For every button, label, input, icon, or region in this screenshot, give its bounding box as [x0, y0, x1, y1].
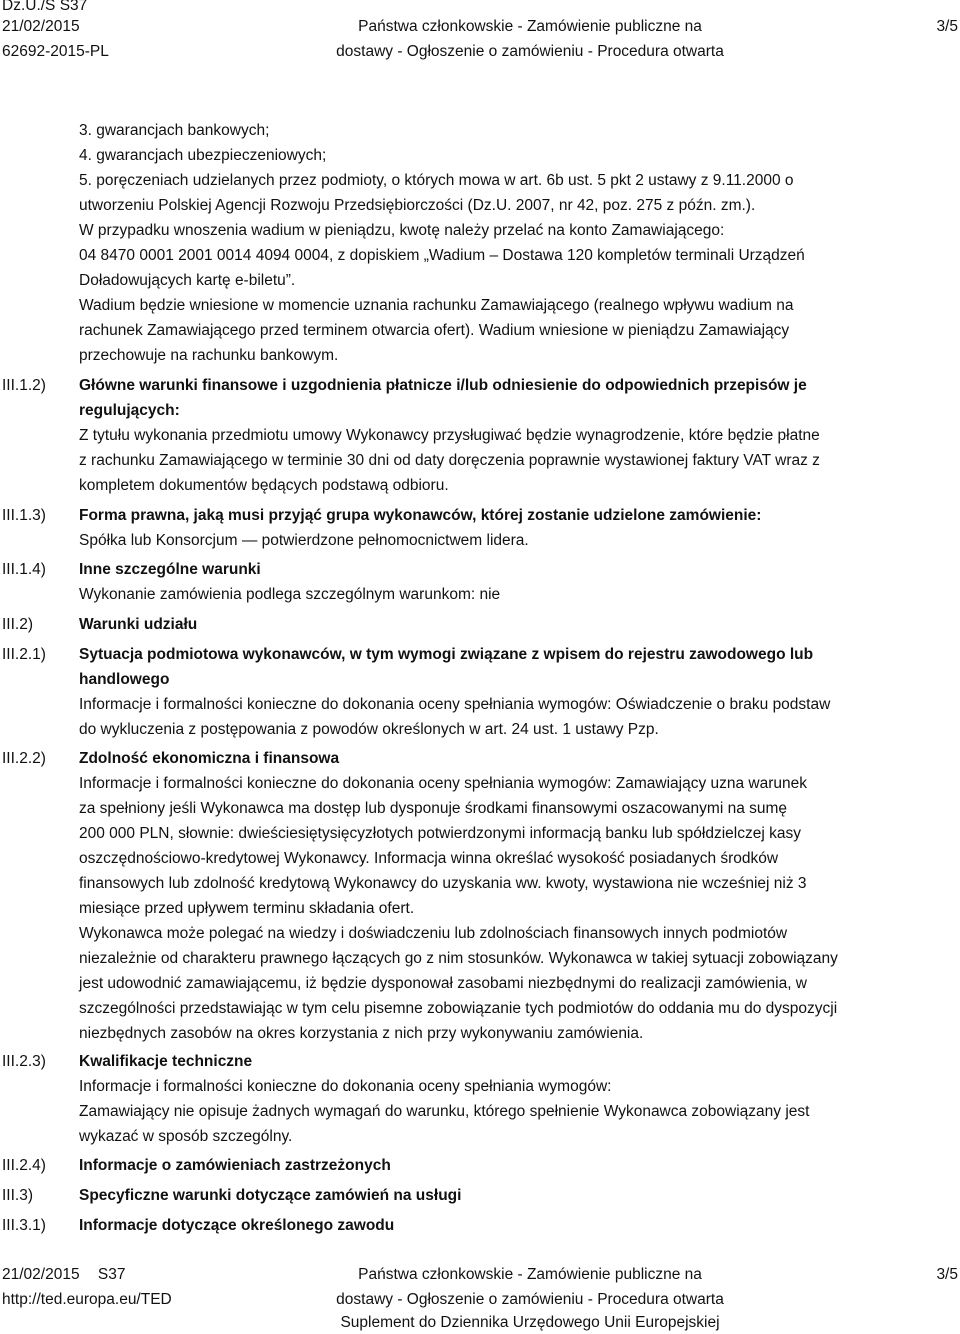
text-line: Informacje i formalności konieczne do dokonania oceny spełniania wymogów: Zamawiający uzna warunek [79, 775, 808, 792]
text-line: 04 8470 0001 2001 0014 4094 0004, z dopiskiem „Wadium – Dostawa 120 kompletów terminali Urządzeń [79, 247, 805, 264]
section-label: III.2.4) [2, 1157, 46, 1174]
header-page-number: 3/5 [936, 18, 958, 35]
text-line: finansowych lub zdolność kredytową Wykonawcy do uzyskania ww. kwoty, wystawiona nie wcześniej niż 3 [79, 875, 807, 892]
text-line: wykazać w sposób szczególny. [79, 1128, 293, 1145]
text-line: W przypadku wnoszenia wadium w pieniądzu, kwotę należy przelać na konto Zamawiającego: [79, 222, 725, 239]
text-line: szczególności przedstawiając w tym celu pisemne zobowiązanie tych podmiotów do oddania mu do dyspozycji [79, 1000, 838, 1017]
text-line: za spełniony jeśli Wykonawca ma dostęp lub dysponuje środkami finansowymi oszacowanymi na sumę [79, 800, 788, 817]
text-line: Spółka lub Konsorcjum — potwierdzone pełnomocnictwem lidera. [79, 532, 529, 549]
text-line: kompletem dokumentów będących podstawą odbioru. [79, 477, 449, 494]
section-label: III.2.1) [2, 646, 46, 663]
header-title-line-1: Państwa członkowskie - Zamówienie publiczne na [358, 18, 702, 35]
text-line: niezbędnych zasobów na okres korzystania z nich przy wykonywaniu zamówienia. [79, 1025, 644, 1042]
header-title-line-2: dostawy - Ogłoszenie o zamówieniu - Procedura otwarta [336, 43, 724, 60]
section-label: III.2.2) [2, 750, 46, 767]
text-line: Zamawiający nie opisuje żadnych wymagań do warunku, którego spełnienie Wykonawca zobowiązany jest [79, 1103, 810, 1120]
section-label: III.3.1) [2, 1217, 46, 1234]
section-label: III.1.3) [2, 507, 46, 524]
text-line: Wykonawca może polegać na wiedzy i doświadczeniu lub zdolnościach finansowych innych podmiotów [79, 925, 788, 942]
footer-supplement: Suplement do Dziennika Urzędowego Unii Europejskiej [340, 1314, 720, 1331]
section-heading: Informacje dotyczące określonego zawodu [79, 1217, 395, 1234]
section-label: III.2) [2, 616, 34, 633]
text-line: jest udowodnić zamawiającemu, iż będzie dysponował zasobami niezbędnymi do realizacji zamówienia, w [79, 975, 808, 992]
text-line: Doładowujących kartę e-biletu”. [79, 272, 296, 289]
text-line: Z tytułu wykonania przedmiotu umowy Wykonawcy przysługiwać będzie wynagrodzenie, które będzie płatne [79, 427, 820, 444]
text-line: miesiące przed upływem terminu składania ofert. [79, 900, 415, 917]
footer-title-line-2: dostawy - Ogłoszenie o zamówieniu - Procedura otwarta [336, 1291, 724, 1308]
header-journal-ref: Dz.U./S S37 [2, 0, 88, 14]
section-label: III.3) [2, 1187, 34, 1204]
text-line: Informacje i formalności konieczne do dokonania oceny spełniania wymogów: [79, 1078, 612, 1095]
section-heading: Kwalifikacje techniczne [79, 1053, 253, 1070]
section-heading: handlowego [79, 671, 170, 688]
text-line: 200 000 PLN, słownie: dwieściesiętysięcyzłotych potwierdzonymi informacją banku lub spółdzielczej kasy [79, 825, 801, 842]
text-line: przechowuje na rachunku bankowym. [79, 347, 339, 364]
text-line: oszczędnościowo-kredytowej Wykonawcy. Informacja winna określać wysokość posiadanych środków [79, 850, 779, 867]
text-line: z rachunku Zamawiającego w terminie 30 dni od daty doręczenia poprawnie wystawionej faktury VAT wraz z [79, 452, 820, 469]
section-heading: Specyficzne warunki dotyczące zamówień na usługi [79, 1187, 462, 1204]
section-heading: regulujących: [79, 402, 180, 419]
text-line: utworzeniu Polskiej Agencji Rozwoju Przedsiębiorczości (Dz.U. 2007, nr 42, poz. 275 z późn. zm.). [79, 197, 756, 214]
header-date: 21/02/2015 [2, 18, 80, 35]
header-notice-number: 62692-2015-PL [2, 43, 109, 60]
text-line: 4. gwarancjach ubezpieczeniowych; [79, 147, 327, 164]
text-line: do wykluczenia z postępowania z powodów określonych w art. 24 ust. 1 ustawy Pzp. [79, 721, 659, 738]
footer-title-line-1: Państwa członkowskie - Zamówienie publiczne na [358, 1266, 702, 1283]
section-heading: Inne szczególne warunki [79, 561, 261, 578]
footer-page-number: 3/5 [936, 1266, 958, 1283]
text-line: Informacje i formalności konieczne do dokonania oceny spełniania wymogów: Oświadczenie o braku podstaw [79, 696, 831, 713]
section-heading: Informacje o zamówieniach zastrzeżonych [79, 1157, 391, 1174]
footer-url[interactable]: http://ted.europa.eu/TED [2, 1291, 172, 1308]
section-heading: Zdolność ekonomiczna i finansowa [79, 750, 340, 767]
text-line: rachunek Zamawiającego przed terminem otwarcia ofert). Wadium wniesione w pieniądzu Zamawiający [79, 322, 790, 339]
section-label: III.1.2) [2, 377, 46, 394]
footer-date-series: 21/02/2015 S37 [2, 1266, 126, 1283]
text-line: niezależnie od charakteru prawnego łączących go z nim stosunków. Wykonawca w takiej sytuacji zobowiązany [79, 950, 838, 967]
section-heading: Forma prawna, jaką musi przyjąć grupa wykonawców, której zostanie udzielone zamówienie: [79, 507, 762, 524]
section-heading: Główne warunki finansowe i uzgodnienia płatnicze i/lub odniesienie do odpowiednich przepisów je [79, 377, 807, 394]
section-label: III.1.4) [2, 561, 46, 578]
text-line: 5. poręczeniach udzielanych przez podmioty, o których mowa w art. 6b ust. 5 pkt 2 ustawy z 9.11.2000 o [79, 172, 794, 189]
section-heading: Warunki udziału [79, 616, 198, 633]
section-heading: Sytuacja podmiotowa wykonawców, w tym wymogi związane z wpisem do rejestru zawodowego lub [79, 646, 814, 663]
section-label: III.2.3) [2, 1053, 46, 1070]
text-line: Wadium będzie wniesione w momencie uznania rachunku Zamawiającego (realnego wpływu wadium na [79, 297, 794, 314]
text-line: Wykonanie zamówienia podlega szczególnym warunkom: nie [79, 586, 501, 603]
text-line: 3. gwarancjach bankowych; [79, 122, 270, 139]
